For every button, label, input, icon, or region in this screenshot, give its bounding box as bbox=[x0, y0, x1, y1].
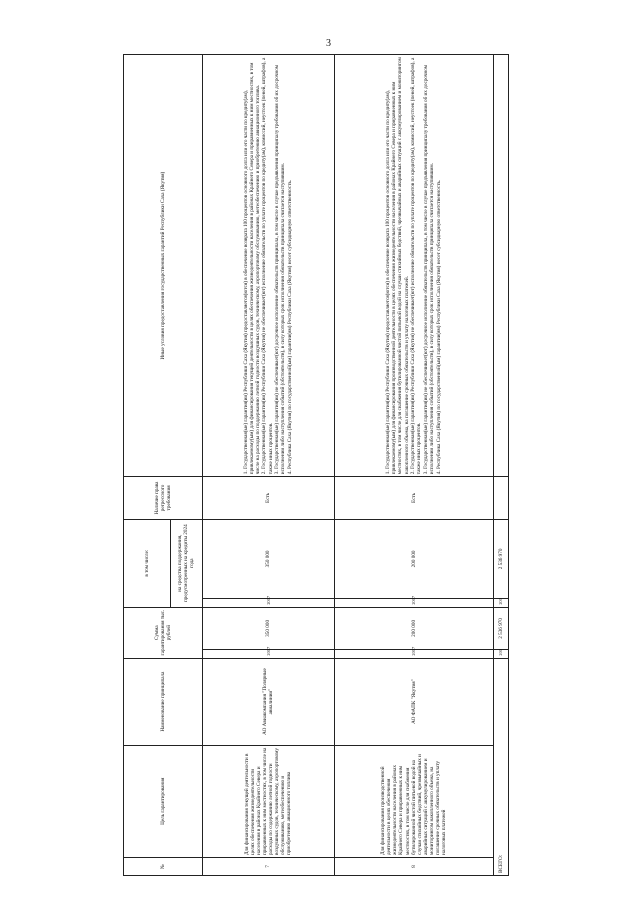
row-conditions bbox=[202, 55, 334, 477]
row-sum-including: 200 000 bbox=[334, 519, 494, 599]
condition-item: 1. Государственная(ые) гарантия(ии) Республики Саха (Якутия) предоставляется(ются) в обеспечение возврата 100 процентов основного долга или его части по кредиту(ам), привлекаемому(ым) для финансирования производственной деятельности в целях обеспечения жизнедеятельности населения в районах Крайнего Севера и приравненных к ним местностях, в том числе для снабжения бутилированной чистой питьевой водой на случаи стихийных бедствий, чрезвычайных и аварийных ситуаций с аккумулированием и мониторингом накопленного объема, на погашение срочных обязательств и уплату налоговых платежей. bbox=[385, 57, 410, 475]
table-row bbox=[202, 55, 334, 876]
condition-item: 1. Государственная(ые) гарантия(ии) Республики Саха (Якутия) предоставляется(ются) в обеспечение возврата 100 процентов основного долга или его части по кредиту(ам), привлекаемому(ым) для финансирования текущей деятельности в целях обеспечения жизнедеятельности населения в районах Крайнего Севера и приравненных к ним местностях, в том числе на расходы по поддержанию летной годности воздушных судов, техническому, аэропортовому обслуживанию, метеобеспечению и приобретению авиационного топлива. bbox=[242, 62, 261, 475]
guarantee-table bbox=[123, 54, 509, 876]
header-including: в том числе: bbox=[124, 519, 171, 607]
header-row bbox=[124, 55, 171, 876]
total-conditions-empty bbox=[494, 55, 509, 477]
row-number: 8 bbox=[334, 857, 494, 875]
row-goal: Для финансирования производственной деятельности в целях обеспечения жизнедеятельности населения в районах Крайнего Севера и приравненных к ним местностях, в том числе для снабжения бутилированной чистой питьевой водой на случаи стихийных бедствий, чрезвычайных и аварийных ситуаций с аккумулированием и мониторингом накопленного объема, на погашение срочных обязательств и уплату налоговых платежей bbox=[334, 745, 494, 857]
total-index-code: 200 bbox=[494, 650, 509, 658]
condition-item: 2. Государственная(ые) гарантия(ии) Республики Саха (Якутия) не обеспечивает(ют) исполнение обязательств по уплате процентов по кредиту(ам), комиссий, неустоек (пеней, штрафов), а также иных процентов. bbox=[261, 57, 274, 475]
row-index-code: 2007 bbox=[334, 650, 494, 658]
row-sum: 200 000 bbox=[334, 607, 494, 649]
guarantee-table-container bbox=[123, 54, 509, 876]
total-sum: 2 536 970 bbox=[494, 607, 509, 649]
row-index-code: 2007 bbox=[334, 599, 494, 607]
row-principal: АО ФАПК "Якутия" bbox=[334, 658, 494, 745]
condition-item: 4. Республика Саха (Якутия) по государственной(ым) гарантии(ям) Республики Саха (Якутия) несет субсидиарную ответственность. bbox=[286, 179, 293, 475]
row-index-code: 2007 bbox=[202, 599, 334, 607]
row-principal: АО Авиакомпания "Полярные авиалинии" bbox=[202, 658, 334, 745]
header-regress: Наличие права регрессного требования bbox=[124, 477, 203, 519]
header-principal: Наименование принципала bbox=[124, 658, 203, 745]
row-conditions bbox=[334, 55, 494, 477]
row-sum: 350 000 bbox=[202, 607, 334, 649]
total-index-code: 200 bbox=[494, 599, 509, 607]
row-goal: Для финансирования текущей деятельности в целях обеспечения жизнедеятельности населения в районах Крайнего Севера и приравненных к ним местностях, в том числе на расходы по содержанию летной годности воздушных судов, техническому, аэропортовому обслуживанию, метеобеспечению и приобретению авиационного топлива bbox=[202, 745, 334, 857]
table-row bbox=[334, 55, 494, 876]
page-number: 3 bbox=[326, 38, 331, 49]
condition-item: 4. Республика Саха (Якутия) по государственной(ым) гарантии(ям) Республики Саха (Якутия) несет субсидиарную ответственность. bbox=[435, 179, 442, 475]
header-goal: Цель гарантирования bbox=[124, 745, 203, 857]
header-no: № bbox=[124, 857, 203, 875]
total-label: ВСЕГО: bbox=[494, 658, 509, 875]
condition-item: 2. Государственная(ые) гарантия(ии) Республики Саха (Якутия) не обеспечивает(ют) исполнение обязательств по уплате процентов по кредиту(ам), комиссий, неустоек (пеней, штрафов), а также иных процентов. bbox=[410, 57, 423, 475]
row-regress: Есть bbox=[202, 477, 334, 519]
total-sum-including: 2 536 970 bbox=[494, 519, 509, 599]
total-row bbox=[494, 55, 509, 876]
condition-item: 3. Государственная(ые) гарантия(ии) не обеспечивает(ют) досрочное исполнение обязательств принципала, в том числе в случае предъявления принципалу требования об их досрочном исполнении либо наступления событий (обстоятельств), в силу которых срок исполнения обязательств принципала считается наступившим. bbox=[422, 64, 436, 475]
condition-item: 3. Государственная(ые) гарантия(ии) не обеспечивает(ют) досрочное исполнение обязательств принципала, в том числе в случае предъявления принципалу требования об их досрочном исполнении либо наступления событий (обстоятельств), в силу которых срок исполнения обязательств принципала считается наступившим. bbox=[274, 64, 287, 475]
row-regress: Есть bbox=[334, 477, 494, 519]
header-including-sub: на средства поддержания, предусмотренных на кредиты 2024 года bbox=[170, 519, 202, 607]
row-sum-including: 350 000 bbox=[202, 519, 334, 599]
row-number: 7 bbox=[202, 857, 334, 875]
header-conditions: Иные условия предоставления государственных гарантий Республики Саха (Якутия) bbox=[124, 55, 203, 477]
total-regress-empty bbox=[494, 477, 509, 519]
rotated-page bbox=[123, 54, 509, 876]
header-sum: Сумма гарантирования тыс. рублей bbox=[124, 607, 203, 658]
row-index-code: 2007 bbox=[202, 650, 334, 658]
